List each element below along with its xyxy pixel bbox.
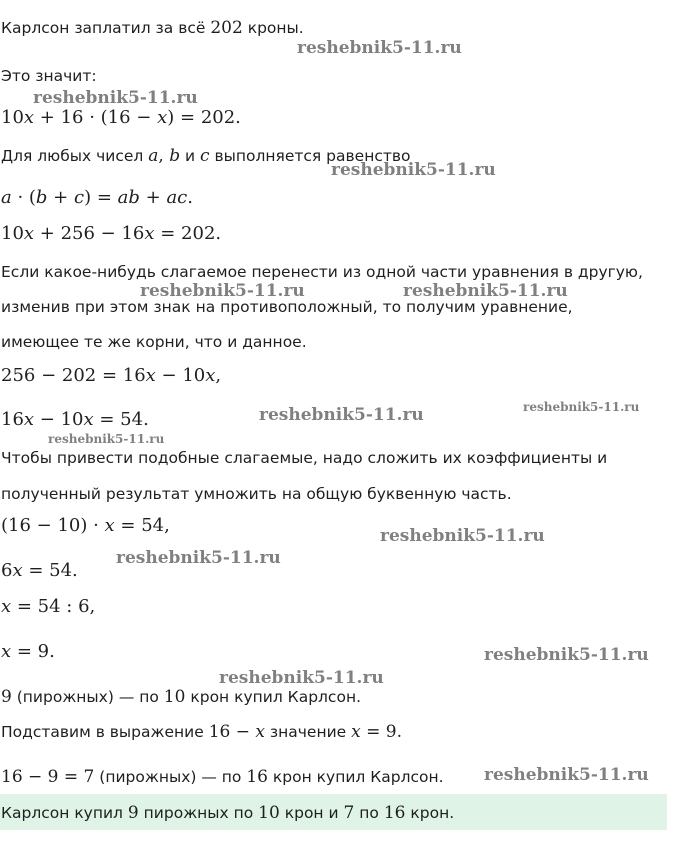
text-transfer-rule-2: изменив при этом знак на противоположный, то получим уравнение, xyxy=(1,298,573,316)
equation-distributive: a · (b + c) = ab + ac. xyxy=(1,187,193,208)
watermark: reshebnik5-11.ru xyxy=(380,526,545,546)
text-substitute: Подставим в выражение 16 − x значение x = 9. xyxy=(1,722,403,742)
watermark: reshebnik5-11.ru xyxy=(48,432,165,446)
text-like-terms-2: полученный результат умножить на общую буквенную часть. xyxy=(1,485,512,503)
equation-1: 10x + 16 · (16 − x) = 202. xyxy=(1,107,241,128)
text-transfer-rule-1: Если какое-нибудь слагаемое перенести из одной части уравнения в другую, xyxy=(1,263,643,281)
watermark: reshebnik5-11.ru xyxy=(331,160,496,180)
text-cakes-at-16: 16 − 9 = 7 (пирожных) — по 16 крон купил Карлсон. xyxy=(1,767,444,787)
watermark: reshebnik5-11.ru xyxy=(523,400,640,414)
equation-7: x = 54 : 6, xyxy=(1,596,96,617)
answer-text: Карлсон купил 9 пирожных по 10 крон и 7 по 16 крон. xyxy=(1,803,455,823)
watermark: reshebnik5-11.ru xyxy=(403,281,568,301)
equation-2: 10x + 256 − 16x = 202. xyxy=(1,223,222,244)
text-like-terms-1: Чтобы привести подобные слагаемые, надо сложить их коэффициенты и xyxy=(1,449,608,467)
text-this-means: Это значит: xyxy=(1,67,97,85)
text-payment: Карлсон заплатил за всё 202 кроны. xyxy=(1,18,304,38)
watermark: reshebnik5-11.ru xyxy=(484,765,649,785)
text-transfer-rule-3: имеющее те же корни, что и данное. xyxy=(1,333,307,351)
equation-3: 256 − 202 = 16x − 10x, xyxy=(1,365,222,386)
text-distributive-intro: Для любых чисел a, b и c выполняется равенство xyxy=(1,146,411,166)
watermark: reshebnik5-11.ru xyxy=(297,38,462,58)
equation-6: 6x = 54. xyxy=(1,560,78,581)
watermark: reshebnik5-11.ru xyxy=(140,281,305,301)
equation-4: 16x − 10x = 54. xyxy=(1,409,149,430)
watermark: reshebnik5-11.ru xyxy=(219,668,384,688)
watermark: reshebnik5-11.ru xyxy=(259,405,424,425)
watermark: reshebnik5-11.ru xyxy=(484,645,649,665)
text-cakes-at-10: 9 (пирожных) — по 10 крон купил Карлсон. xyxy=(1,687,362,707)
watermark: reshebnik5-11.ru xyxy=(33,88,198,108)
watermark: reshebnik5-11.ru xyxy=(116,548,281,568)
equation-8: x = 9. xyxy=(1,641,55,662)
equation-5: (16 − 10) · x = 54, xyxy=(1,515,170,536)
